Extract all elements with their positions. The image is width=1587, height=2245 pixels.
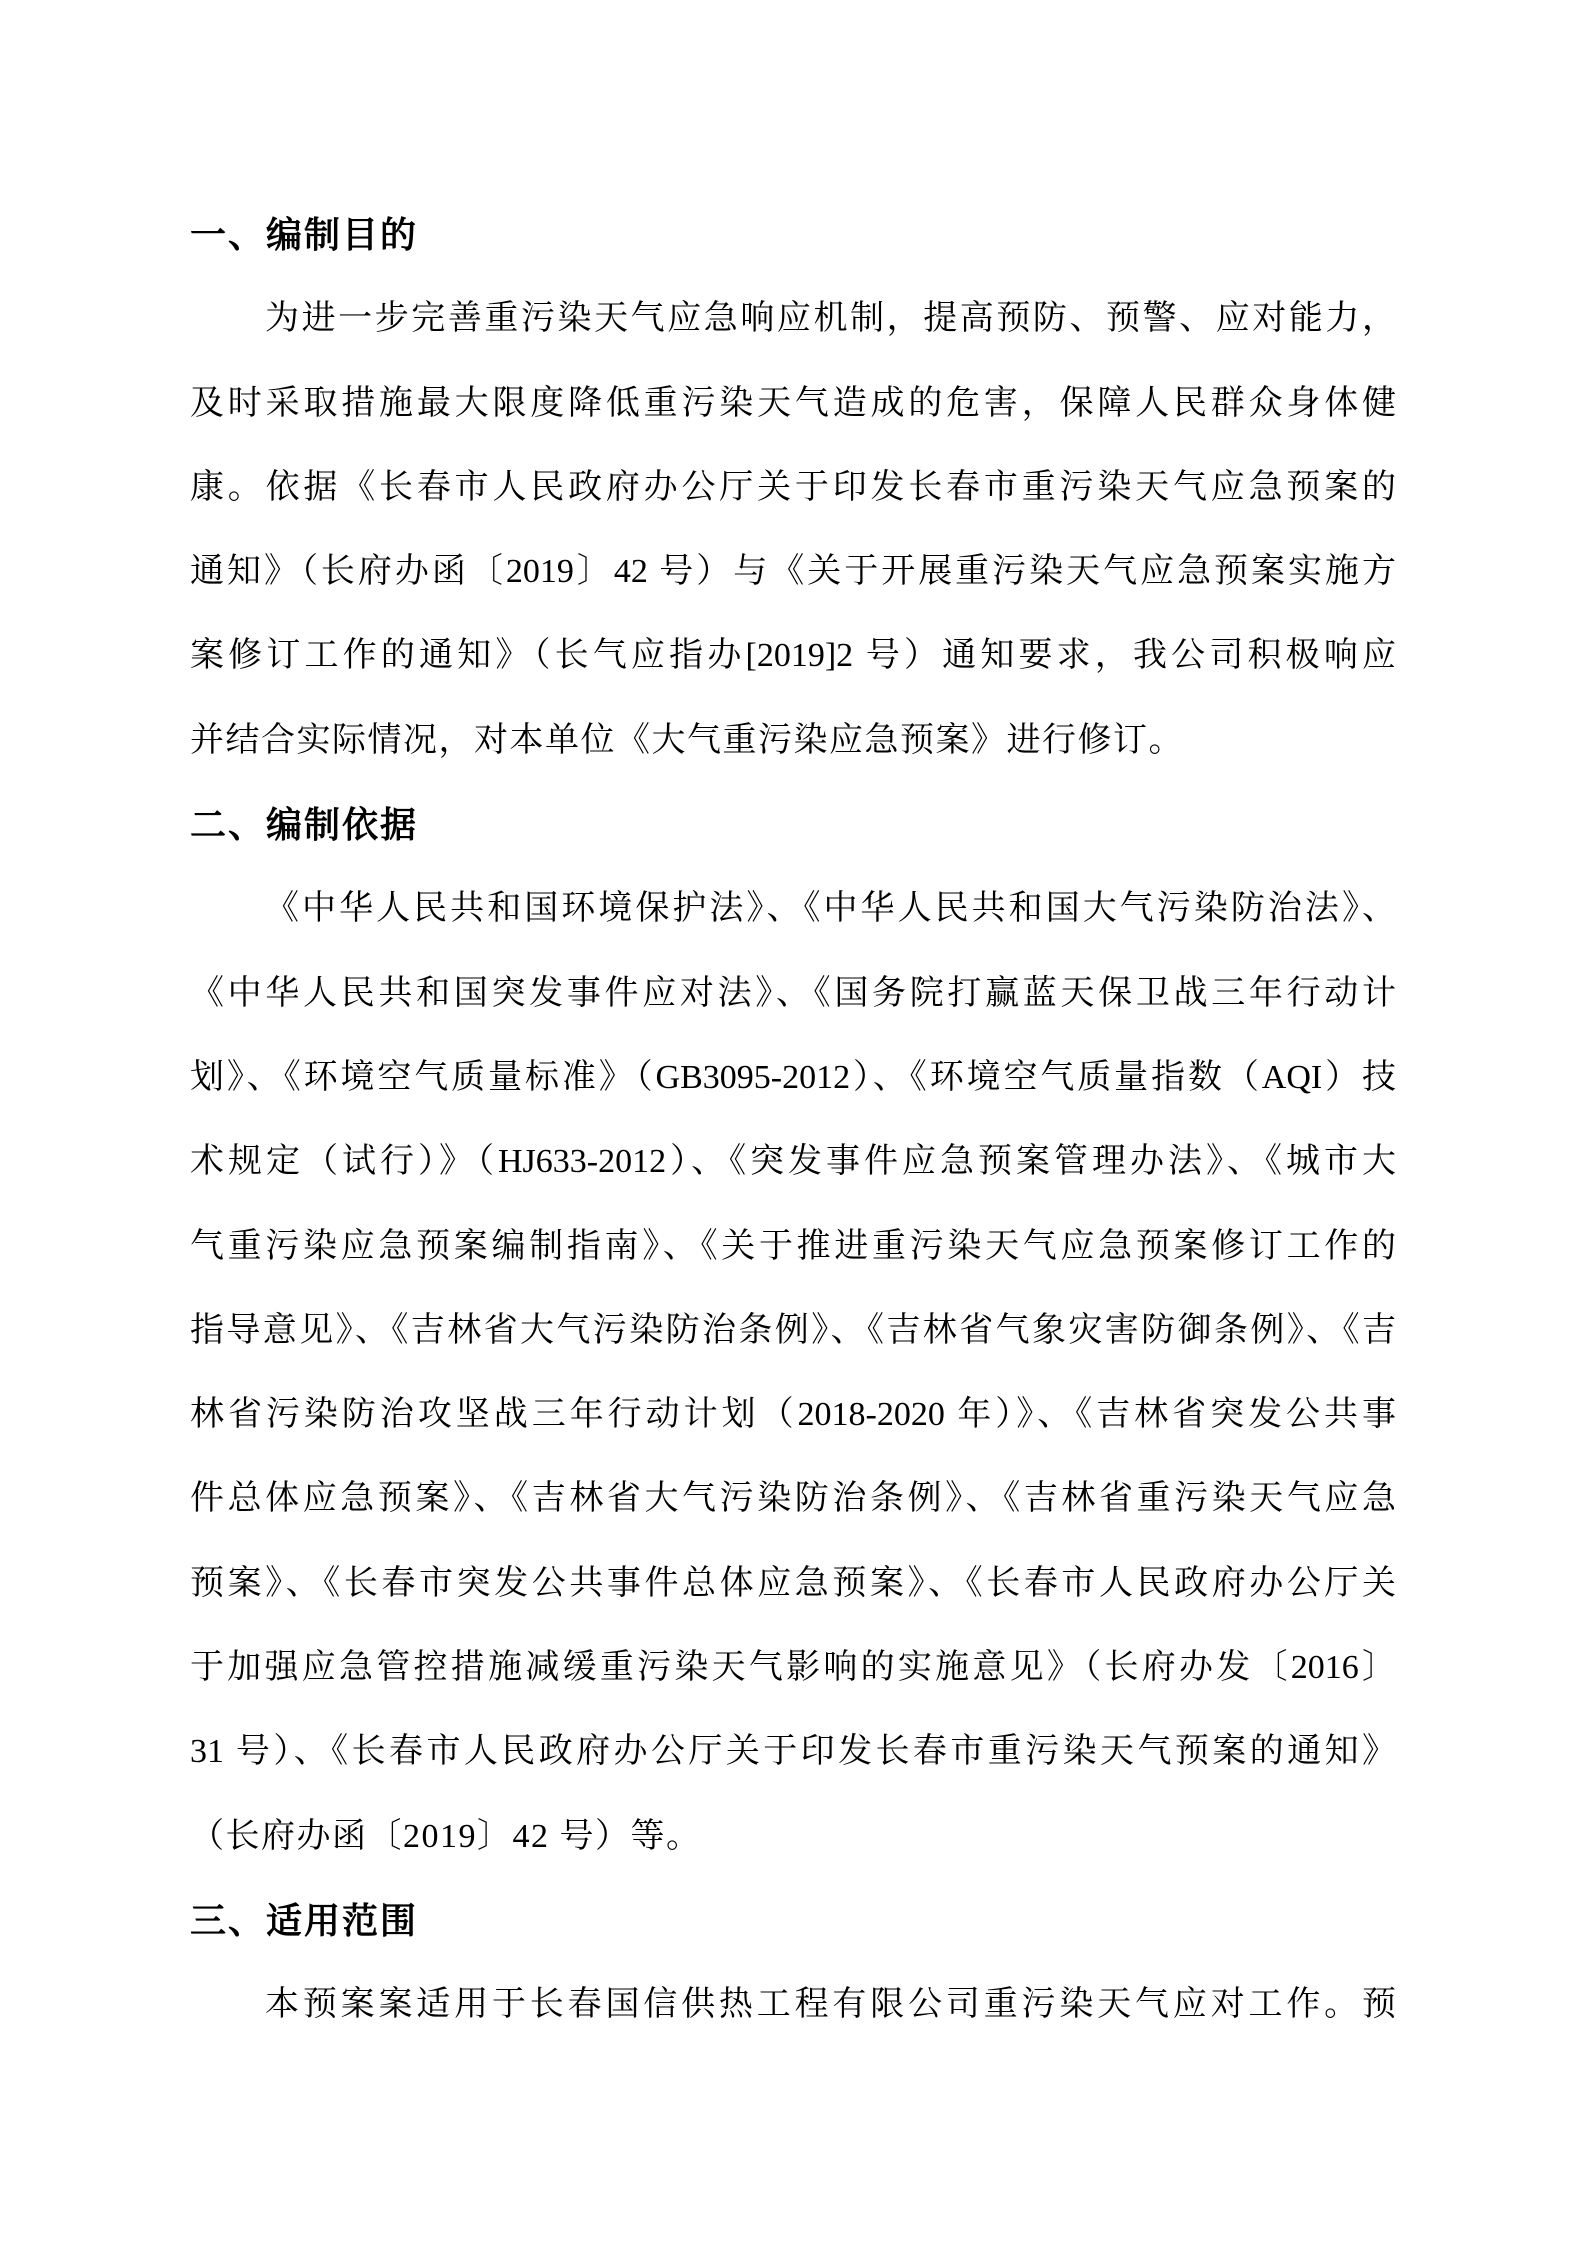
section-1-line: 案修订工作的通知》（长气应指办[2019]2 号）通知要求，我公司积极响应 bbox=[190, 637, 1396, 675]
section-1-line: 通知》（长府办函〔2019〕42 号）与《关于开展重污染天气应急预案实施方 bbox=[190, 553, 1396, 591]
section-2-line: 林省污染防治攻坚战三年行动计划（2018-2020 年）》、《吉林省突发公共事 bbox=[190, 1396, 1396, 1434]
section-2-line: 术规定（试行）》（HJ633-2012）、《突发事件应急预案管理办法》、《城市大 bbox=[190, 1143, 1396, 1181]
section-2-line: 31 号）、《长春市人民政府办公厅关于印发长春市重污染天气预案的通知》 bbox=[190, 1733, 1396, 1771]
section-1-heading: 一、编制目的 bbox=[190, 214, 419, 255]
section-1-line: 为进一步完善重污染天气应急响应机制，提高预防、预警、应对能力， bbox=[265, 300, 1396, 338]
section-1-line: 及时采取措施最大限度降低重污染天气造成的危害，保障人民群众身体健 bbox=[190, 384, 1396, 422]
section-2-line: 于加强应急管控措施减缓重污染天气影响的实施意见》（长府办发〔2016〕 bbox=[190, 1649, 1396, 1687]
document-page bbox=[190, 193, 1396, 2048]
section-3-heading: 三、适用范围 bbox=[190, 1899, 419, 1941]
section-2-line: 《中华人民共和国环境保护法》、《中华人民共和国大气污染防治法》、 bbox=[265, 890, 1396, 928]
section-2-line: 气重污染应急预案编制指南》、《关于推进重污染天气应急预案修订工作的 bbox=[190, 1227, 1396, 1265]
section-2-line: 指导意见》、《吉林省大气污染防治条例》、《吉林省气象灾害防御条例》、《吉 bbox=[190, 1311, 1396, 1349]
section-2-line: 件总体应急预案》、《吉林省大气污染防治条例》、《吉林省重污染天气应急 bbox=[190, 1480, 1396, 1518]
section-2-line: 《中华人民共和国突发事件应对法》、《国务院打赢蓝天保卫战三年行动计 bbox=[190, 974, 1396, 1012]
section-3-line: 本预案案适用于长春国信供热工程有限公司重污染天气应对工作。预 bbox=[265, 1986, 1396, 2024]
section-2-line: （长府办函〔2019〕42 号）等。 bbox=[190, 1817, 702, 1855]
section-2-heading: 二、编制依据 bbox=[190, 804, 419, 846]
section-2-line: 划》、《环境空气质量标准》（GB3095-2012）、《环境空气质量指数（AQI）技 bbox=[190, 1058, 1396, 1096]
section-1-line: 康。依据《长春市人民政府办公厅关于印发长春市重污染天气应急预案的 bbox=[190, 468, 1396, 506]
section-2-line: 预案》、《长春市突发公共事件总体应急预案》、《长春市人民政府办公厅关 bbox=[190, 1564, 1396, 1602]
section-1-line: 并结合实际情况，对本单位《大气重污染应急预案》进行修订。 bbox=[190, 721, 1184, 759]
